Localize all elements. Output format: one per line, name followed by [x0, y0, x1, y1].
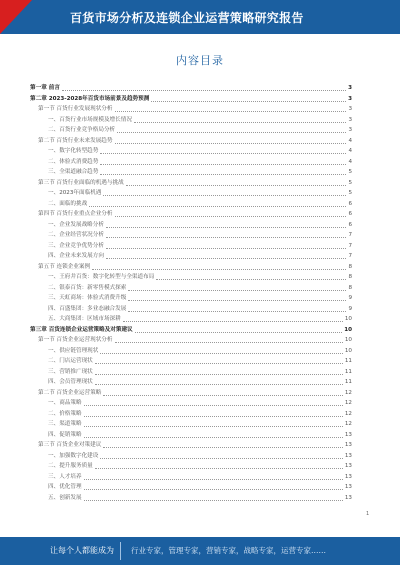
toc-entry[interactable] — [30, 168, 352, 176]
toc-entry-text: 二、门店运营现状 — [48, 358, 93, 364]
toc-section[interactable] — [30, 441, 352, 449]
toc-page-number: 13 — [344, 442, 352, 448]
toc-entry-text: 二、百货行业竞争格局分析 — [48, 127, 116, 133]
toc-page-number: 13 — [344, 431, 352, 438]
toc-entry-text: 第三节 百货企业对策建议 — [38, 442, 102, 448]
toc-leader-dots — [62, 85, 346, 91]
toc-entry-text: 一、百货行业市场规模及增长情况 — [48, 116, 132, 123]
toc-leader-dots — [103, 442, 343, 448]
toc-page-number: 12 — [344, 410, 352, 417]
toc-entry-text: 四、企业未来发展方向 — [48, 253, 104, 259]
toc-entry-text: 一、加强数字化建设 — [48, 452, 99, 459]
toc-page-number: 8 — [348, 284, 352, 291]
toc-page-number: 11 — [344, 379, 352, 385]
toc-leader-dots — [115, 211, 347, 217]
footer-tagline: 行业专家，管理专家，营销专家，战略专家，运营专家…… — [131, 546, 326, 555]
toc-leader-dots — [106, 222, 346, 228]
toc-section[interactable] — [30, 105, 352, 113]
toc-entry[interactable] — [30, 189, 352, 197]
toc-leader-dots — [84, 411, 343, 417]
toc-entry-text: 二、企业经营状况分析 — [48, 232, 104, 238]
toc-entry[interactable] — [30, 284, 352, 292]
toc-section[interactable] — [30, 263, 352, 271]
toc-page-number: 8 — [348, 263, 352, 270]
footer-slogan: 让每个人都能成为 — [50, 546, 114, 555]
toc-entry[interactable] — [30, 147, 352, 155]
toc-entry-text: 三、营销推广现状 — [48, 368, 93, 375]
red-corner-accent — [0, 0, 32, 34]
toc-page-number: 12 — [344, 421, 352, 427]
toc-leader-dots — [135, 327, 343, 333]
toc-page-number: 3 — [348, 106, 352, 112]
toc-entry-text: 四、促销策略 — [48, 431, 82, 438]
toc-entry-text: 五、大商集团：区域市场深耕 — [48, 316, 121, 322]
toc-entry-text: 一、商品策略 — [48, 400, 82, 406]
toc-entry-text: 四、百盛集团：多业态融合发展 — [48, 305, 127, 312]
toc-page-number: 4 — [348, 137, 352, 144]
toc-page-number: 10 — [344, 316, 352, 322]
toc-leader-dots — [117, 127, 346, 133]
document-title: 百货市场分析及连锁企业运营策略研究报告 — [70, 11, 304, 25]
toc-page-number: 4 — [348, 158, 352, 165]
toc-entry-text: 一、王府井百货：数字化转型与全渠道布局 — [48, 274, 155, 280]
toc-page-number: 7 — [348, 253, 352, 259]
toc-leader-dots — [100, 169, 346, 175]
toc-entry-text: 第二章 2023-2028年百货市场前景及趋势预测 — [30, 95, 150, 102]
toc-entry[interactable] — [30, 200, 352, 208]
toc-page-number: 10 — [344, 347, 352, 354]
toc-entry[interactable] — [30, 158, 352, 166]
toc-page-number: 13 — [344, 452, 352, 459]
toc-page-number: 11 — [344, 368, 352, 375]
toc-leader-dots — [92, 264, 346, 270]
toc-entry-text: 三、人才培养 — [48, 473, 82, 480]
toc-leader-dots — [115, 138, 347, 144]
toc-page-number: 11 — [344, 358, 352, 364]
toc-leader-dots — [84, 474, 343, 480]
toc-leader-dots — [123, 316, 343, 322]
footer-divider — [120, 542, 121, 560]
toc-section[interactable] — [30, 179, 352, 187]
toc-entry-text: 第二节 百货企业运营策略 — [38, 389, 102, 396]
toc-entry[interactable] — [30, 357, 352, 365]
toc-leader-dots — [95, 379, 343, 385]
toc-entry[interactable] — [30, 252, 352, 260]
toc-page-number: 9 — [348, 295, 352, 301]
toc-entry-text: 第三章 百货连锁企业运营策略及对策建议 — [30, 326, 133, 333]
toc-entry[interactable] — [30, 431, 352, 439]
toc-section[interactable] — [30, 137, 352, 145]
toc-leader-dots — [134, 117, 347, 123]
toc-entry-text: 第一章 前言 — [30, 85, 60, 91]
toc-page-number: 13 — [344, 473, 352, 480]
toc-entry[interactable] — [30, 420, 352, 428]
toc-entry[interactable] — [30, 116, 352, 124]
toc-page-number: 13 — [344, 494, 352, 501]
toc-entry-text: 二、提升服务质量 — [48, 463, 93, 469]
toc-page-number: 5 — [348, 169, 352, 175]
toc-entry-text: 三、渠道策略 — [48, 421, 82, 427]
toc-chapter[interactable] — [30, 95, 352, 103]
toc-entry[interactable] — [30, 368, 352, 376]
toc-entry[interactable] — [30, 483, 352, 491]
toc-leader-dots — [100, 159, 346, 165]
toc-entry-text: 一、企业发展战略分析 — [48, 221, 104, 228]
top-banner — [0, 0, 400, 34]
toc-entry[interactable] — [30, 221, 352, 229]
toc-leader-dots — [128, 285, 346, 291]
toc-entry-text: 三、企业竞争优势分析 — [48, 242, 104, 249]
toc-entry-text: 二、体验式消费趋势 — [48, 158, 99, 165]
toc-leader-dots — [128, 306, 346, 312]
toc-leader-dots — [89, 201, 346, 207]
toc-leader-dots — [100, 348, 343, 354]
toc-leader-dots — [100, 148, 346, 154]
toc-entry-text: 第一节 百货行业发展现状分析 — [38, 106, 113, 112]
toc-leader-dots — [151, 96, 346, 102]
toc-page-number: 6 — [348, 221, 352, 228]
toc-page-number: 6 — [348, 200, 352, 207]
toc-entry-text: 三、全渠道融合趋势 — [48, 169, 99, 175]
toc-chapter[interactable] — [30, 84, 352, 92]
bottom-banner — [0, 537, 400, 565]
toc-page-number: 12 — [344, 389, 352, 396]
toc-entry-text: 第五节 连锁企业案例 — [38, 263, 91, 270]
toc-entry[interactable] — [30, 305, 352, 313]
toc-entry-text: 二、价格策略 — [48, 410, 82, 417]
toc-page-number: 3 — [348, 85, 352, 91]
toc-entry[interactable] — [30, 242, 352, 250]
toc-entry-text: 一、供应链管理现状 — [48, 347, 99, 354]
toc-leader-dots — [106, 253, 346, 259]
toc-entry-text: 四、优化管理 — [48, 484, 82, 490]
toc-page-number: 3 — [348, 116, 352, 123]
toc-leader-dots — [126, 180, 347, 186]
toc-entry-text: 二、面临的挑战 — [48, 200, 88, 207]
toc-entry[interactable] — [30, 294, 352, 302]
toc-chapter[interactable] — [30, 326, 352, 334]
toc-leader-dots — [95, 358, 343, 364]
toc-page-number: 5 — [348, 179, 352, 186]
toc-entry-text: 二、银泰百货：新零售模式探索 — [48, 284, 127, 291]
toc-leader-dots — [156, 274, 346, 280]
toc-section[interactable] — [30, 336, 352, 344]
toc-entry-text: 四、会员管理现状 — [48, 379, 93, 385]
toc-entry[interactable] — [30, 378, 352, 386]
toc-heading: 内容目录 — [176, 54, 224, 67]
toc-leader-dots — [115, 337, 343, 343]
toc-leader-dots — [95, 463, 343, 469]
toc-page-number: 9 — [348, 305, 352, 312]
toc-page-number: 10 — [344, 337, 352, 343]
toc-leader-dots — [84, 432, 343, 438]
toc-page-number: 10 — [344, 326, 352, 333]
toc-entry-text: 五、创新发展 — [48, 494, 82, 501]
toc-entry-text: 第三节 百货行业面临的机遇与挑战 — [38, 179, 124, 186]
toc-leader-dots — [128, 295, 346, 301]
toc-section[interactable] — [30, 210, 352, 218]
toc-page-number: 6 — [348, 211, 352, 217]
toc-entry-text: 一、2023年面临机遇 — [48, 190, 102, 196]
toc-leader-dots — [103, 190, 346, 196]
toc-entry-text: 第二节 百货行业未来发展趋势 — [38, 137, 113, 144]
toc-section[interactable] — [30, 389, 352, 397]
toc-entry[interactable] — [30, 473, 352, 481]
toc-page-number: 3 — [348, 95, 352, 102]
toc-leader-dots — [115, 106, 347, 112]
toc-page-number: 3 — [348, 127, 352, 133]
toc-entry[interactable] — [30, 347, 352, 355]
toc-entry[interactable] — [30, 231, 352, 239]
toc-page-number: 5 — [348, 190, 352, 196]
toc-leader-dots — [84, 421, 343, 427]
toc-leader-dots — [106, 243, 346, 249]
toc-leader-dots — [95, 369, 343, 375]
toc-page-number: 7 — [348, 232, 352, 238]
toc-leader-dots — [100, 453, 343, 459]
toc-entry[interactable] — [30, 126, 352, 134]
toc-leader-dots — [106, 232, 346, 238]
toc-entry[interactable] — [30, 273, 352, 281]
toc-entry-text: 一、数字化转型趋势 — [48, 148, 99, 154]
toc-entry-text: 三、天虹商场：体验式消费升级 — [48, 295, 127, 301]
toc-page-number: 8 — [348, 274, 352, 280]
toc-page-number: 13 — [344, 463, 352, 469]
toc-leader-dots — [84, 484, 343, 490]
toc-page-number: 13 — [344, 484, 352, 490]
toc-leader-dots — [84, 495, 343, 501]
toc-page-number: 12 — [344, 400, 352, 406]
toc-entry[interactable] — [30, 494, 352, 502]
toc-entry[interactable] — [30, 452, 352, 460]
toc-entry[interactable] — [30, 315, 352, 323]
page-number: 1 — [366, 511, 370, 517]
toc-page-number: 7 — [348, 242, 352, 249]
toc-entry[interactable] — [30, 399, 352, 407]
toc-page-number: 4 — [348, 148, 352, 154]
toc-entry-text: 第四节 百货行业重点企业分析 — [38, 211, 113, 217]
toc-entry[interactable] — [30, 410, 352, 418]
toc-entry[interactable] — [30, 462, 352, 470]
toc-leader-dots — [84, 400, 343, 406]
toc-entry-text: 第一节 百货企业运营现状分析 — [38, 337, 113, 343]
toc-leader-dots — [103, 390, 343, 396]
